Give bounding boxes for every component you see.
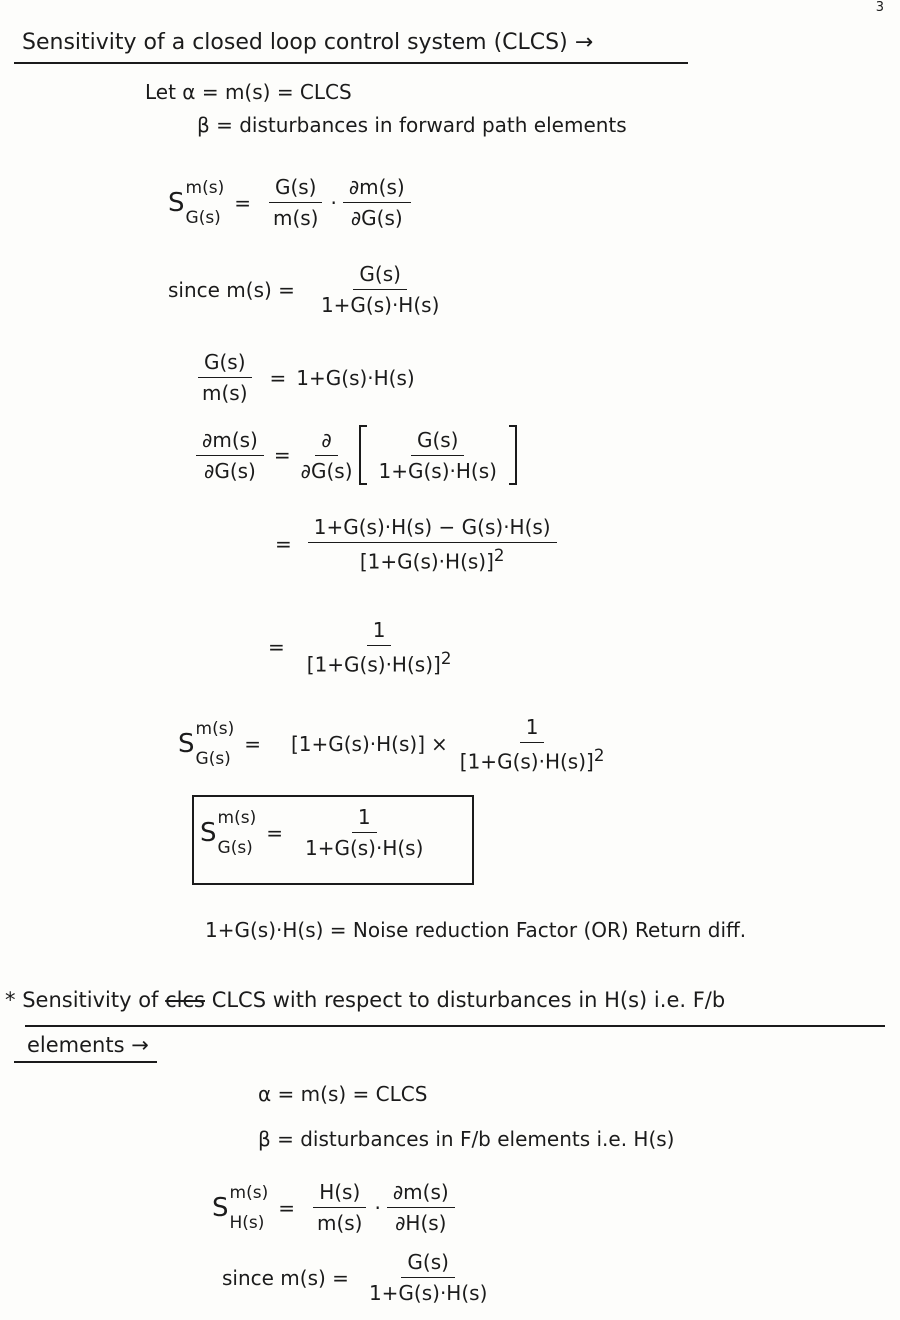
alpha-line: α = m(s) = CLCS: [258, 1082, 428, 1106]
fraction: $\frac{H(s)}{m(s)}$: [311, 1180, 369, 1235]
fraction: $\frac{1}{1+G(s)\cdot H(s)}$: [304, 805, 424, 860]
fraction: $\frac{\partial m(s)}{\partial H(s)}$: [387, 1180, 455, 1235]
fraction: $\frac{G(s)}{1+G(s)\cdot H(s)}$: [378, 427, 497, 483]
fraction: $\frac{1+G(s)\cdot H(s) - G(s)\cdot H(s)}{[1+G(s)\cdot H(s)]^2}$: [308, 515, 557, 574]
substitution-eq: S m(s) G(s) = [1+G(s)·H(s)] × $\frac{1}{[1+G(s)\cdot H(s)]^2}$: [178, 715, 616, 774]
clcs-transfer-eq-2: since m(s) = $\frac{G(s)}{1+G(s)\cdot H(s)}$: [222, 1250, 499, 1305]
title-underline: [14, 62, 688, 64]
title-underline: [14, 1061, 157, 1063]
noise-reduction-note: 1+G(s)·H(s) = Noise reduction Factor (OR) Return diff.: [205, 918, 747, 942]
section2-title-line2: elements →: [27, 1033, 149, 1057]
clcs-transfer-eq: since m(s) = $\frac{G(s)}{1+G(s)\cdot H(s)}$: [168, 262, 451, 317]
simplified-eq: = $\frac{1}{[1+G(s)\cdot H(s)]^2}$: [258, 618, 463, 677]
fraction: $\frac{G(s)}{1+G(s)\cdot H(s)}$: [320, 262, 440, 317]
beta-line: β = disturbances in forward path elements: [197, 113, 627, 137]
fraction: $\frac{1}{[1+G(s)\cdot H(s)]^2}$: [459, 715, 605, 774]
section2-title: * Sensitivity of clcs CLCS with respect to disturbances in H(s) i.e. F/b: [5, 988, 726, 1012]
page-number: 3: [875, 0, 884, 15]
fraction: $\frac{G(s)}{m(s)}$: [196, 350, 254, 405]
let-line: Let α = m(s) = CLCS: [145, 80, 352, 104]
fraction: $\frac{1}{[1+G(s)\cdot H(s)]^2}$: [306, 618, 452, 677]
fraction: $\frac{\partial m(s)}{\partial G(s)}$: [196, 428, 264, 483]
derivative-eq: $\frac{\partial m(s)}{\partial G(s)}$ = $\frac{\partial}{\partial G(s)}$ $\frac{G(s)}{1+G(s)\cdot H(s)}$: [190, 425, 517, 485]
sensitivity-symbol: S m(s) G(s): [200, 807, 257, 858]
ratio-eq: $\frac{G(s)}{m(s)}$ = 1+G(s)·H(s): [190, 350, 415, 405]
feedback-sensitivity-eq: S m(s) H(s) = $\frac{H(s)}{m(s)}$ · $\frac{\partial m(s)}{\partial H(s)}$: [212, 1180, 461, 1235]
fraction: $\frac{\partial}{\partial G(s)}$: [300, 427, 353, 483]
fraction: $\frac{\partial m(s)}{\partial G(s)}$: [343, 175, 411, 230]
title-underline: [25, 1025, 885, 1027]
section1-title: Sensitivity of a closed loop control system (CLCS) →: [22, 30, 594, 55]
quotient-rule-eq: = $\frac{1+G(s)\cdot H(s) - G(s)\cdot H(s)}{[1+G(s)\cdot H(s)]^2}$: [265, 515, 563, 574]
fraction: $\frac{G(s)}{m(s)}$: [267, 175, 325, 230]
sensitivity-symbol: S m(s) G(s): [168, 177, 225, 228]
beta-line: β = disturbances in F/b elements i.e. H(s): [258, 1127, 675, 1151]
sensitivity-symbol: S m(s) G(s): [178, 719, 235, 770]
sensitivity-symbol: S m(s) H(s): [212, 1182, 269, 1233]
sensitivity-definition-eq: S m(s) G(s) = $\frac{G(s)}{m(s)}$ · $\frac{\partial m(s)}{\partial G(s)}$: [168, 175, 417, 230]
boxed-result-eq: S m(s) G(s) = $\frac{1}{1+G(s)\cdot H(s)}$: [200, 805, 435, 860]
fraction: $\frac{G(s)}{1+G(s)\cdot H(s)}$: [368, 1250, 488, 1305]
